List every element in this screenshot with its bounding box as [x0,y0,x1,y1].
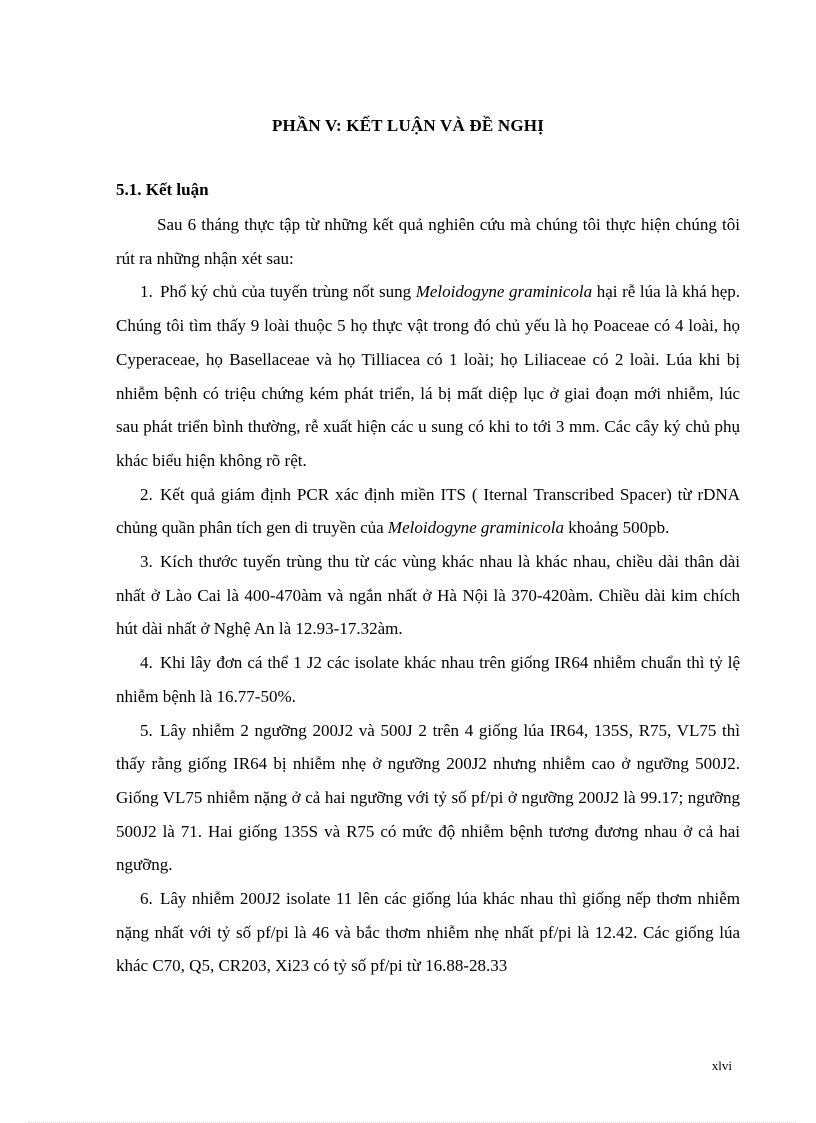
item-text: Phổ ký chủ của tuyến trùng nốt sung [160,282,416,302]
item-text-continued: khoảng 500pb. [564,518,670,538]
item-text: Kích thước tuyến trùng thu từ các vùng khác nhau là khác nhau, chiều dài thân dài nhất ở Lào Cai là 400-470àm và ngắn nhất ở Hà Nội là 370-420àm. Chiều dài kim chích hút dài nhất ở Nghệ An là 12.93-17.32àm. [116,552,740,639]
item-number: 6. [140,889,153,909]
item-number: 5. [140,720,153,740]
section-heading: 5.1. Kết luận [116,180,209,199]
document-body [116,208,740,983]
item-text: Kết quả giám định PCR xác định miền ITS ( Iternal Transcribed Spacer) từ rDNA chủng quần phân tích gen di truyền của [116,484,740,538]
conclusion-item-4 [116,646,740,713]
item-number: 4. [140,653,153,673]
item-number: 2. [140,484,153,504]
item-number: 1. [140,282,153,302]
item-text-continued: hại rễ lúa là khá hẹp. Chúng tôi tìm thấy 9 loài thuộc 5 họ thực vật trong đó chủ yếu là họ Poaceae có 4 loài, họ Cyperaceae, họ Basellaceae và họ Tilliacea có 1 loài; họ Liliaceae có 2 loài. Lúa khi bị nhiễm bệnh có triệu chứng kém phát triển, lá bị mất diệp lục ở giai đoạn mới nhiễm, lúc sau phát triển bình thường, rễ xuất hiện các u sung có khi to tới 3 mm. Các cây ký chủ phụ khác biểu hiện không rõ rệt. [116,282,740,470]
item-text: Lây nhiễm 2 ngưỡng 200J2 và 500J 2 trên 4 giống lúa IR64, 135S, R75, VL75 thì thấy rằng giống IR64 bị nhiễm nhẹ ở ngưỡng 200J2 nhưng nhiễm cao ở ngưỡng 500J2. Giống VL75 nhiễm nặng ở cả hai ngưỡng với tỷ số pf/pi ở ngưỡng 200J2 là 99.17; ngưỡng 500J2 là 71. Hai giống 135S và R75 có mức độ nhiễm bệnh tương đương nhau ở cả hai ngưỡng. [116,720,740,875]
item-text: Khi lây đơn cá thể 1 J2 các isolate khác nhau trên giống IR64 nhiễm chuẩn thì tỷ lệ nhiễm bệnh là 16.77-50%. [116,653,740,706]
species-name: Meloidogyne graminicola [415,282,593,302]
conclusion-item-6 [116,882,740,983]
chapter-title: PHẦN V: KẾT LUẬN VÀ ĐỀ NGHỊ [271,116,545,135]
species-name: Meloidogyne graminicola [387,518,565,538]
conclusion-item-5 [116,714,740,883]
conclusion-item-3 [116,545,740,646]
intro-paragraph: Sau 6 tháng thực tập từ những kết quả nghiên cứu mà chúng tôi thực hiện chúng tôi rút ra những nhận xét sau: [116,215,740,268]
conclusion-item-1 [116,275,740,477]
page-number: xlvi [711,1058,732,1073]
conclusion-item-2 [116,478,740,545]
item-text: Lây nhiễm 200J2 isolate 11 lên các giống lúa khác nhau thì giống nếp thơm nhiễm nặng nhất với tỷ số pf/pi là 46 và bắc thơm nhiễm nhẹ nhất pf/pi là 12.42. Các giống lúa khác C70, Q5, CR203, Xi23 có tỷ số pf/pi từ 16.88-28.33 [116,889,740,976]
item-number: 3. [140,552,153,572]
